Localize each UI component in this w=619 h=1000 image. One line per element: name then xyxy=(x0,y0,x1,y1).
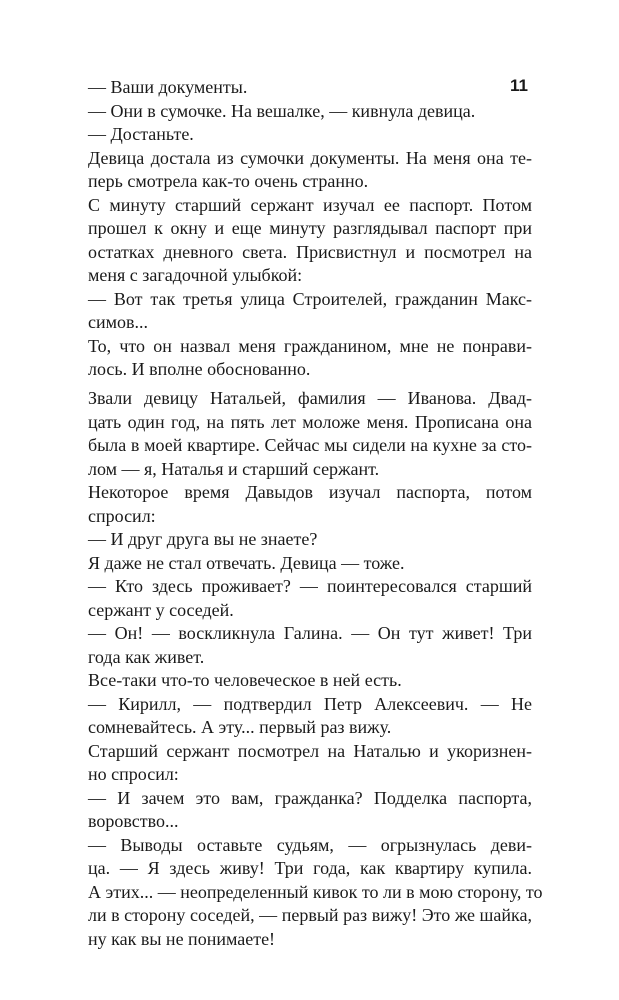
text-line: ца. — Я здесь живу! Три года, как квартиру купила. xyxy=(88,858,532,878)
text-line: То, что он назвал меня гражданином, мне не понрави- xyxy=(88,335,532,356)
text-line: — Ваши документы. xyxy=(88,77,248,97)
text-line: А этих... — неопределенный кивок то ли в мою сторону, то xyxy=(88,881,543,902)
text-line: — Они в сумочке. На вешалке, — кивнула девица. xyxy=(88,100,476,121)
text-line: остатках дневного света. Присвистнул и посмотрел на xyxy=(88,241,532,262)
text-line: Все-таки что-то человеческое в ней есть. xyxy=(88,670,402,690)
text-line: прошел к окну и еще минуту разглядывал паспорт при xyxy=(88,218,532,238)
text-line: Звали девицу Натальей, фамилия — Иванова. Двад- xyxy=(88,388,532,408)
text-section-1 xyxy=(88,76,532,382)
text-line: сержант у соседей. xyxy=(88,599,234,620)
text-line: Старший сержант посмотрел на Наталью и укоризнен- xyxy=(88,740,532,761)
text-line: ну как вы не понимаете! xyxy=(88,928,276,949)
text-line: воровство... xyxy=(88,811,179,831)
text-line: лом — я, Наталья и старший сержант. xyxy=(88,458,380,479)
text-line: перь смотрела как-то очень странно. xyxy=(88,171,369,191)
text-line: спросил: xyxy=(88,505,156,526)
text-line: — Достаньте. xyxy=(88,124,194,144)
text-line: симов... xyxy=(88,312,149,332)
text-line: Девица достала из сумочки документы. На меня она те- xyxy=(88,147,532,168)
text-line: меня с загадочной улыбкой: xyxy=(88,265,303,285)
page-number: 11 xyxy=(510,76,528,95)
text-line: — Вот так третья улица Строителей, гражданин Макс- xyxy=(88,288,532,309)
text-line: но спросил: xyxy=(88,764,179,784)
text-line: года как живет. xyxy=(88,646,205,667)
text-line: — Кирилл, — подтвердил Петр Алексеевич. — Не xyxy=(88,693,532,714)
text-line: Некоторое время Давыдов изучал паспорта, потом xyxy=(88,482,532,502)
text-line: — И друг друга вы не знаете? xyxy=(88,529,318,549)
text-line: была в моей квартире. Сейчас мы сидели на кухне за сто- xyxy=(88,435,532,455)
text-line: — И зачем это вам, гражданка? Подделка паспорта, xyxy=(88,787,532,808)
text-line: сомневайтесь. А эту... первый раз вижу. xyxy=(88,717,392,737)
text-section-2 xyxy=(88,387,543,951)
text-line: цать один год, на пять лет моложе меня. Прописана она xyxy=(88,411,532,432)
text-line: Я даже не стал отвечать. Девица — тоже. xyxy=(88,552,405,573)
text-line: — Он! — воскликнула Галина. — Он тут живет! Три xyxy=(88,623,532,643)
text-line: ли в сторону соседей, — первый раз вижу! Это же шайка, xyxy=(88,905,532,925)
text-line: С минуту старший сержант изучал ее паспорт. Потом xyxy=(88,194,532,215)
text-line: — Кто здесь проживает? — поинтересовался старший xyxy=(88,576,532,596)
text-line: — Выводы оставьте судьям, — огрызнулась деви- xyxy=(88,834,532,855)
text-line: лось. И вполне обоснованно. xyxy=(88,359,311,379)
